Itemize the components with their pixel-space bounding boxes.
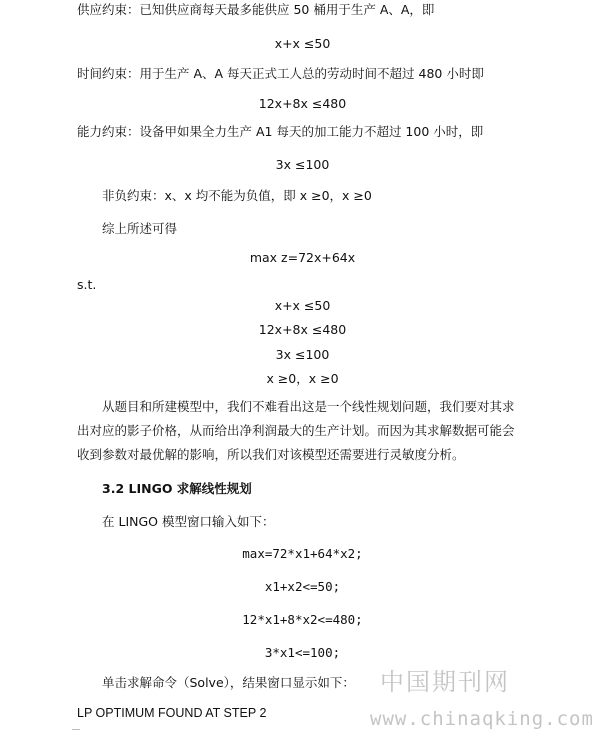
capacity-constraint: 能力约束：设备甲如果全力生产 A1 每天的加工能力不超过 100 小时，即 <box>77 124 484 139</box>
subject-to-label: s.t. <box>77 277 97 292</box>
section-heading: 3.2 LINGO 求解线性规划 <box>102 481 252 496</box>
constraint-2: 12x+8x ≤480 <box>258 322 347 337</box>
time-constraint: 时间约束：用于生产 A、A 每天正式工人总的劳动时间不超过 480 小时即 <box>77 66 484 81</box>
equation-time: 12x+8x ≤480 <box>258 96 347 111</box>
summary-line: 综上所述可得 <box>102 221 178 236</box>
watermark-text-cn: 中国期刊网 <box>380 668 510 696</box>
code-line-capacity: 3*x1<=100; <box>264 645 341 660</box>
equation-capacity: 3x ≤100 <box>275 157 330 172</box>
code-line-supply: x1+x2<=50; <box>264 579 341 594</box>
constraint-1: x+x ≤50 <box>274 298 331 313</box>
code-line-objective: max=72*x1+64*x2; <box>242 546 363 561</box>
analysis-paragraph: 从题目和所建模型中，我们不难看出这是一个线性规划问题，我们要对其求出对应的影子价格，从而给出净利润最大的生产计划。而因为其求解数据可能会收到参数对最优解的影响，所以我们对该模型还需要进行灵敏度分析。 <box>77 399 515 462</box>
lingo-result-line: LP OPTIMUM FOUND AT STEP 2 <box>77 706 267 720</box>
equation-supply: x+x ≤50 <box>274 36 331 51</box>
objective-function: max z=72x+64x <box>249 250 356 265</box>
supply-constraint: 供应约束：已知供应商每天最多能供应 50 桶用于生产 A、A，即 <box>77 2 435 17</box>
constraint-3: 3x ≤100 <box>275 347 330 362</box>
watermark-url: www.chinaqking.com <box>370 708 594 730</box>
constraint-4: x ≥0，x ≥0 <box>266 371 339 386</box>
code-line-time: 12*x1+8*x2<=480; <box>242 612 363 627</box>
page-edge-mark <box>72 729 80 730</box>
input-intro: 在 LINGO 模型窗口输入如下： <box>102 514 275 529</box>
nonnegativity-constraint: 非负约束：x、x 均不能为负值，即 x ≥0，x ≥0 <box>102 188 372 203</box>
solve-intro: 单击求解命令（Solve），结果窗口显示如下： <box>102 675 355 690</box>
